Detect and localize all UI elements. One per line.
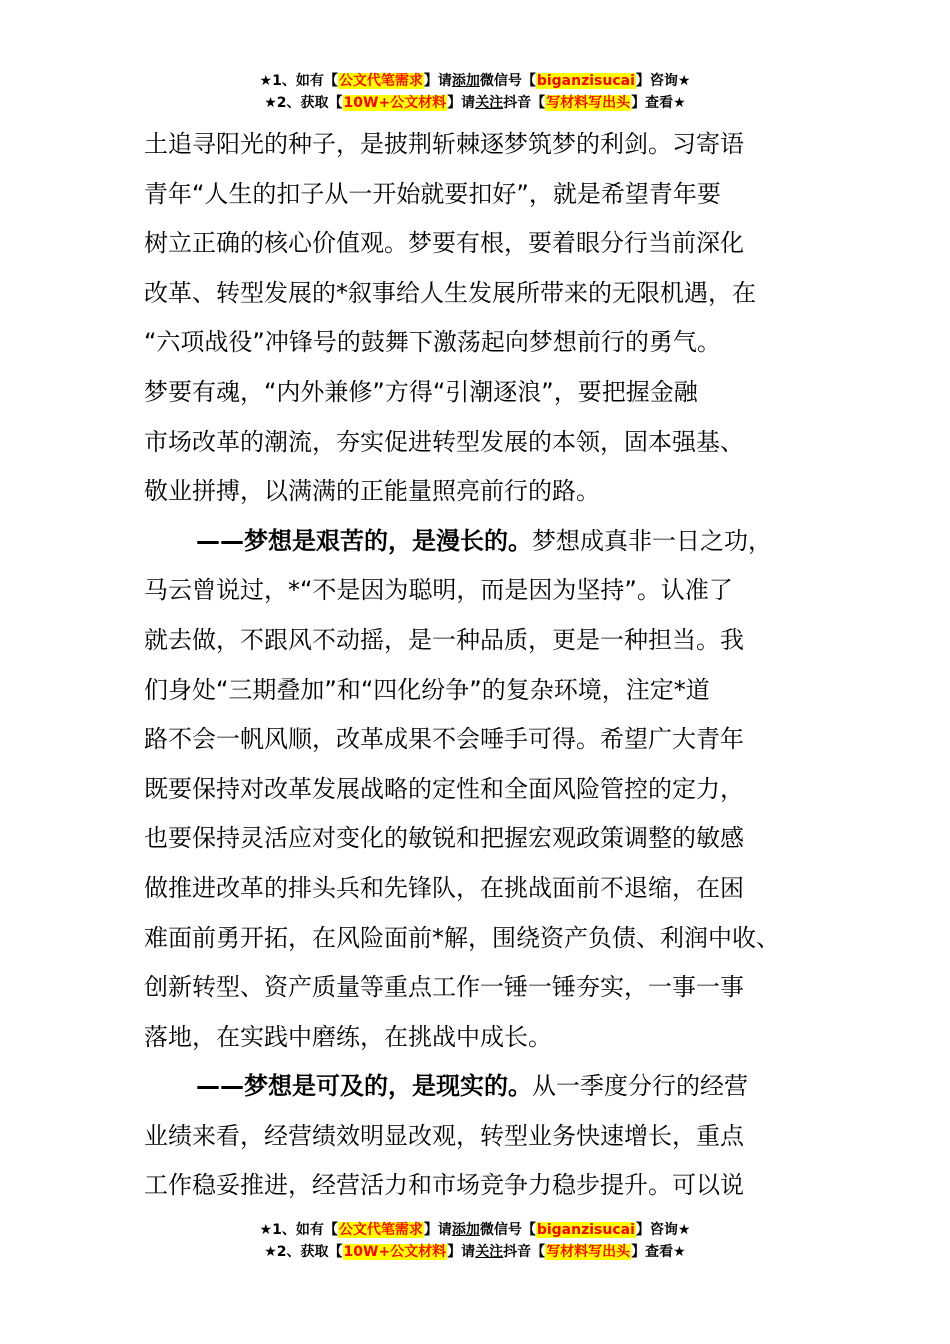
banner-underlined-text: 添加 [451, 1222, 480, 1238]
document-body [144, 120, 834, 1211]
footer-banner [0, 1219, 950, 1263]
paragraph-heading-line [144, 517, 834, 567]
body-text: 从一季度分行的经营 [532, 1072, 748, 1101]
banner-underlined-text: 关注 [475, 95, 504, 111]
banner-line-1 [0, 1219, 950, 1241]
banner-text: ★2、获取【 [264, 95, 343, 111]
body-line: 也要保持灵活应对变化的敏锐和把握宏观政策调整的敏感 [144, 824, 744, 853]
banner-text: 】查看★ [631, 1244, 686, 1260]
body-line: 做推进改革的排头兵和先锋队，在挑战面前不退缩，在困 [144, 873, 744, 902]
banner-text: ★1、如有【 [259, 1222, 338, 1238]
paragraph-heading: ——梦想是可及的，是现实的。 [196, 1072, 532, 1101]
banner-line-2 [0, 92, 950, 114]
body-line: 改革、转型发展的*叙事给人生发展所带来的无限机遇，在 [144, 278, 756, 307]
douyin-id-highlight: 写材料写出头 [546, 1244, 631, 1260]
banner-text: 微信号【 [479, 1222, 536, 1238]
banner-text: 】请 [447, 95, 476, 111]
body-line: 土追寻阳光的种子，是披荆斩棘逐梦筑梦的利剑。习寄语 [144, 130, 744, 158]
banner-text: 抖音【 [503, 1244, 546, 1260]
wechat-id-highlight: biganzisucai [536, 1222, 635, 1238]
body-line: 落地，在实践中磨练，在挑战中成长。 [144, 1022, 552, 1051]
banner-text: 】请 [423, 1222, 452, 1238]
banner-text: 】咨询★ [635, 73, 691, 89]
paragraph-heading-line [144, 1062, 834, 1112]
banner-line-1 [0, 70, 950, 92]
body-line: 工作稳妥推进，经营活力和市场竞争力稳步提升。可以说 [144, 1171, 744, 1200]
banner-text: 】请 [423, 73, 452, 89]
banner-text: 微信号【 [479, 73, 536, 89]
body-line: 业绩来看，经营绩效明显改观，转型业务快速增长，重点 [144, 1121, 744, 1150]
banner-highlight: 公文代笔需求 [338, 1222, 423, 1238]
body-line: 既要保持对改革发展战略的定性和全面风险管控的定力， [144, 774, 744, 803]
body-line: 敬业拼搏，以满满的正能量照亮前行的路。 [144, 477, 600, 506]
body-line: “六项战役”冲锋号的鼓舞下激荡起向梦想前行的勇气。 [144, 328, 721, 357]
paragraph-heading: ——梦想是艰苦的，是漫长的。 [196, 526, 532, 555]
banner-text: 抖音【 [503, 95, 546, 111]
body-line: 青年“人生的扣子从一开始就要扣好”，就是希望青年要 [144, 179, 721, 208]
body-line: 就去做，不跟风不动摇，是一种品质，更是一种担当。我 [144, 625, 744, 654]
banner-underlined-text: 关注 [475, 1244, 504, 1260]
header-banner [0, 70, 950, 114]
banner-highlight: 10W+公文材料 [343, 1244, 447, 1260]
banner-text: ★1、如有【 [259, 73, 338, 89]
banner-line-2 [0, 1241, 950, 1263]
douyin-id-highlight: 写材料写出头 [546, 95, 631, 111]
banner-text: 】查看★ [631, 95, 686, 111]
body-text: 梦想成真非一日之功， [532, 526, 772, 555]
body-line: 市场改革的潮流，夯实促进转型发展的本领，固本强基、 [144, 427, 744, 456]
banner-highlight: 公文代笔需求 [338, 73, 423, 89]
body-line: 们身处“三期叠加”和“四化纷争”的复杂环境，注定*道 [144, 675, 710, 704]
body-line: 难面前勇开拓，在风险面前*解，围绕资产负债、利润中收、 [144, 923, 780, 952]
banner-text: 】咨询★ [635, 1222, 691, 1238]
body-line: 梦要有魂，“内外兼修”方得“引潮逐浪”，要把握金融 [144, 377, 698, 406]
body-line: 路不会一帆风顺，改革成果不会唾手可得。希望广大青年 [144, 725, 744, 754]
banner-underlined-text: 添加 [451, 73, 480, 89]
banner-text: 】请 [447, 1244, 476, 1260]
banner-text: ★2、获取【 [264, 1244, 343, 1260]
wechat-id-highlight: biganzisucai [536, 73, 635, 89]
body-line: 树立正确的核心价值观。梦要有根，要着眼分行当前深化 [144, 229, 744, 258]
body-line: 马云曾说过，*“不是因为聪明，而是因为坚持”。认准了 [144, 576, 733, 605]
banner-highlight: 10W+公文材料 [343, 95, 447, 111]
body-line: 创新转型、资产质量等重点工作一锤一锤夯实，一事一事 [144, 973, 744, 1002]
